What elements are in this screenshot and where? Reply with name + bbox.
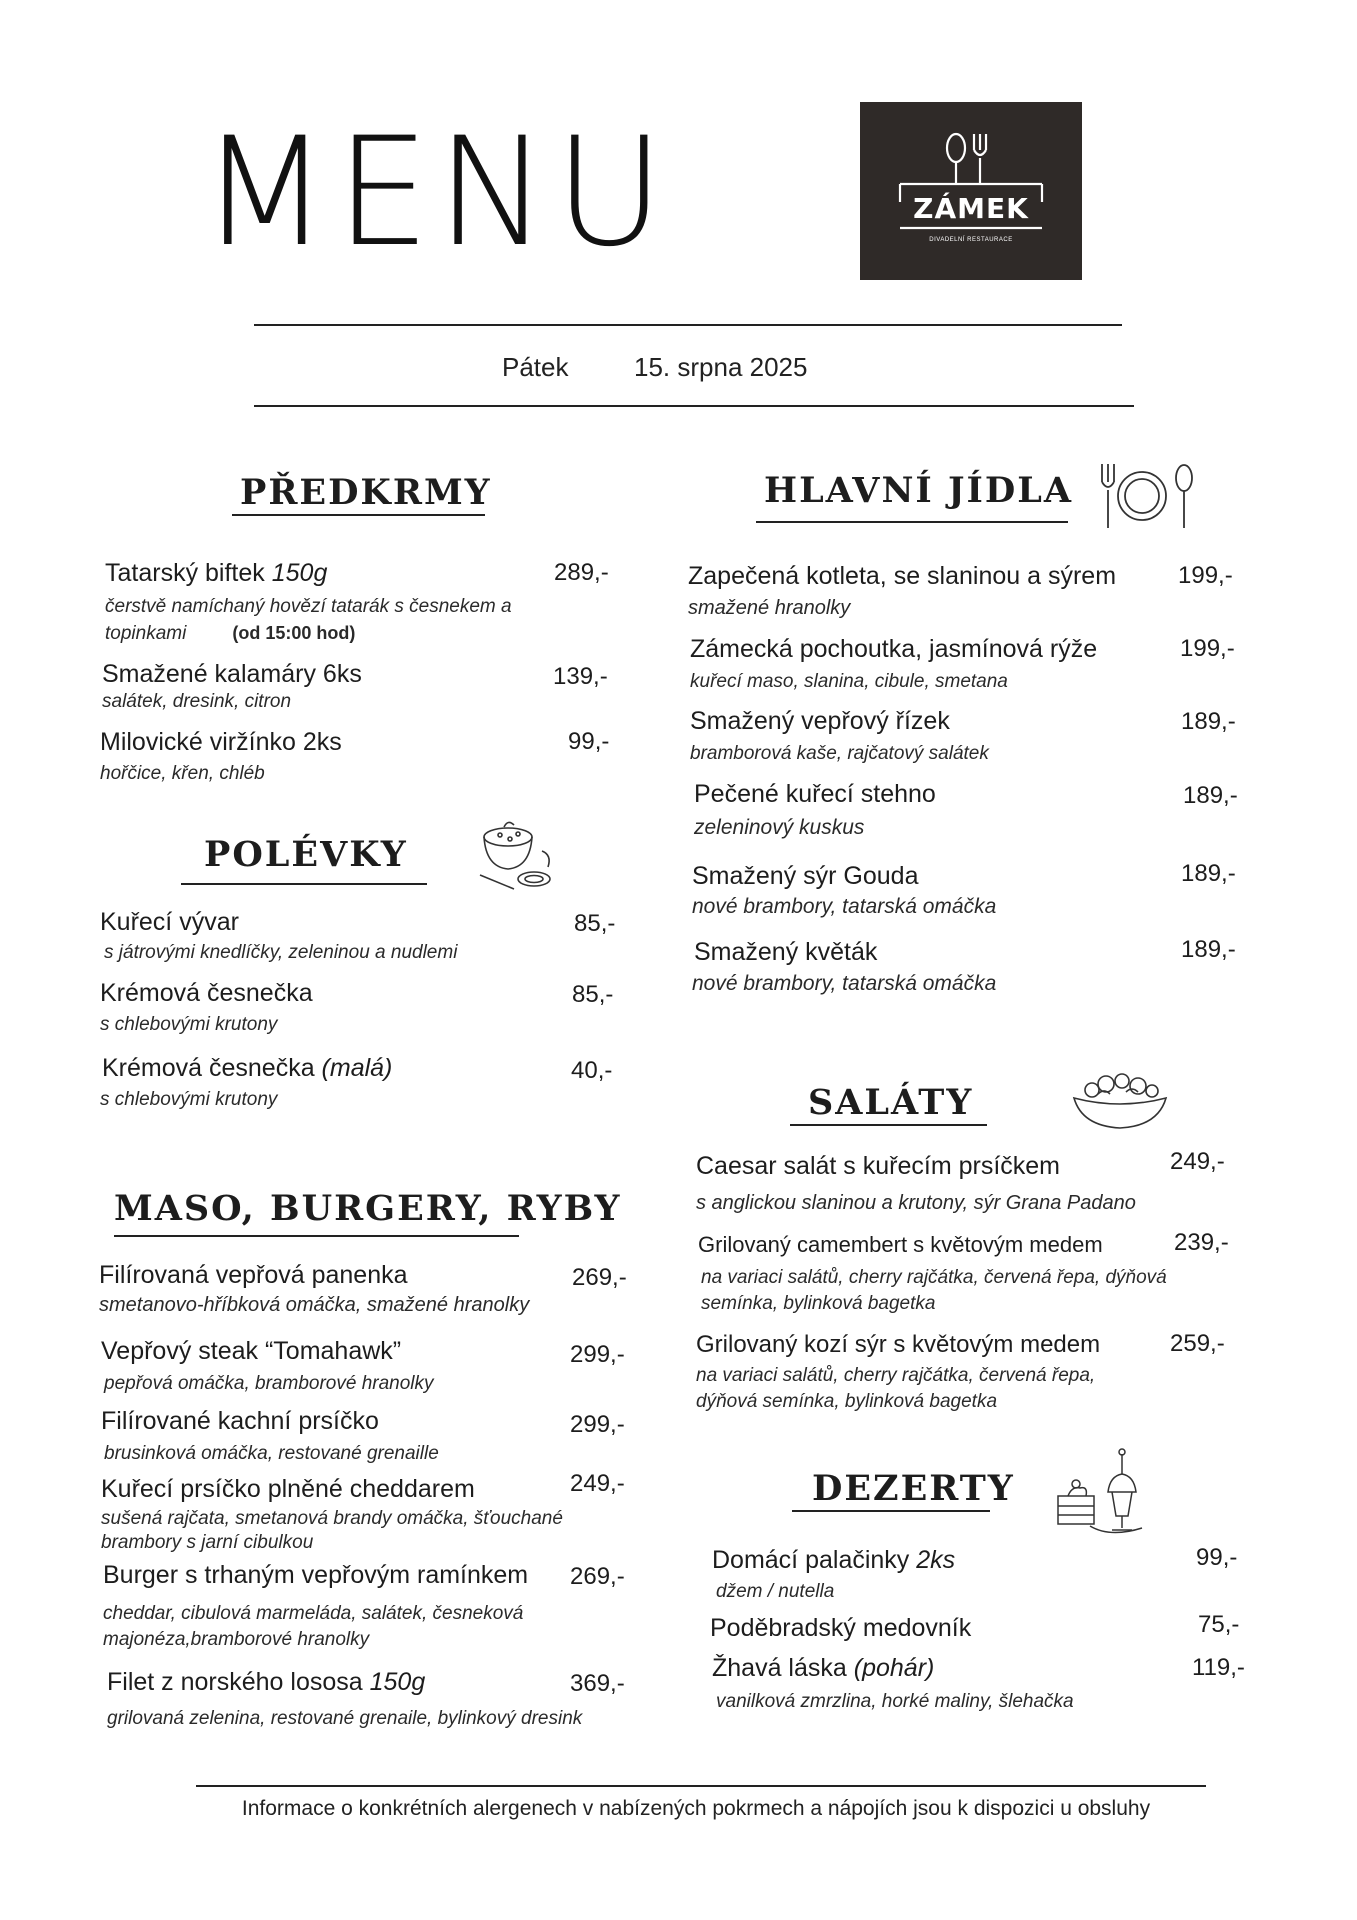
menu-item-name: Zámecká pochoutka, jasmínová rýže	[690, 635, 1098, 663]
salad-bowl-icon	[1068, 1068, 1172, 1134]
menu-item-price: 259,-	[1170, 1330, 1225, 1357]
menu-item-description: salátek, dresink, citron	[102, 691, 292, 712]
menu-item-price: 40,-	[571, 1057, 613, 1084]
menu-item-price: 249,-	[570, 1470, 625, 1497]
divider-top	[254, 324, 1122, 326]
menu-item-price: 99,-	[1196, 1544, 1238, 1571]
menu-item-name: Kuřecí prsíčko plněné cheddarem	[101, 1475, 475, 1503]
divider-date	[254, 405, 1134, 407]
menu-item-description: s chlebovými krutony	[100, 1089, 278, 1110]
menu-item-name: Vepřový steak “Tomahawk”	[101, 1337, 402, 1365]
logo-subtitle: DIVADELNÍ RESTAURACE	[929, 237, 1013, 243]
menu-item-description: smetanovo-hříbková omáčka, smažené hranolky	[99, 1294, 530, 1316]
soup-pot-icon	[470, 815, 560, 895]
menu-item-price: 369,-	[570, 1670, 625, 1697]
menu-item-description: pepřová omáčka, bramborové hranolky	[104, 1373, 434, 1394]
menu-item-price: 199,-	[1180, 635, 1235, 662]
logo-name: ZÁMEK	[913, 192, 1029, 225]
dessert-icon	[1050, 1446, 1150, 1542]
menu-item-price: 299,-	[570, 1341, 625, 1368]
menu-item-description: čerstvě namíchaný hovězí tatarák s česnekem a	[105, 596, 512, 617]
menu-item-description: semínka, bylinková bagetka	[701, 1293, 936, 1314]
menu-item-price: 119,-	[1192, 1654, 1245, 1681]
menu-item-price: 189,-	[1183, 782, 1238, 809]
menu-item-price: 99,-	[568, 728, 610, 755]
section-title-maso: MASO, BURGERY, RYBY	[114, 1188, 622, 1229]
section-underline	[114, 1235, 519, 1237]
menu-item-description: na variaci salátů, cherry rajčátka, červená řepa,	[696, 1365, 1096, 1386]
menu-item-price: 139,-	[553, 663, 608, 690]
cutlery-logo-icon	[860, 102, 1082, 280]
date-value: 15. srpna 2025	[634, 352, 808, 382]
date-day: Pátek	[502, 352, 569, 382]
menu-item-price: 75,-	[1198, 1611, 1240, 1638]
menu-item-name: Zapečená kotleta, se slaninou a sýrem	[688, 562, 1117, 590]
menu-item-description: s anglickou slaninou a krutony, sýr Grana Padano	[696, 1192, 1136, 1214]
section-title-salaty: SALÁTY	[808, 1082, 974, 1123]
menu-item-name: Filet z norského lososa 150g	[107, 1668, 426, 1696]
menu-item-price: 269,-	[570, 1563, 625, 1590]
section-title-polevky: POLÉVKY	[204, 834, 408, 875]
menu-item-description: hořčice, křen, chléb	[100, 763, 265, 784]
menu-item-description: nové brambory, tatarská omáčka	[692, 895, 997, 918]
menu-item-description: majonéza,bramborové hranolky	[103, 1629, 370, 1650]
menu-item-description: brusinková omáčka, restované grenaille	[104, 1443, 439, 1464]
menu-item-name: Grilovaný camembert s květovým medem	[698, 1232, 1103, 1257]
menu-item-price: 189,-	[1181, 860, 1236, 887]
allergen-note: Informace o konkrétních alergenech v nabízených pokrmech a nápojích jsou k dispozici u obsluhy	[241, 1797, 1151, 1820]
menu-item-name: Milovické viržínko 2ks	[100, 728, 342, 756]
section-underline	[232, 514, 485, 516]
menu-item-description: s chlebovými krutony	[100, 1014, 278, 1035]
section-underline	[792, 1510, 990, 1512]
section-title-hlavni: HLAVNÍ JÍDLA	[764, 470, 1074, 511]
menu-item-price: 189,-	[1181, 936, 1236, 963]
menu-item-description: topinkami (od 15:00 hod)	[105, 623, 356, 644]
section-title-dezerty: DEZERTY	[812, 1468, 1015, 1509]
menu-item-price: 199,-	[1178, 562, 1233, 589]
menu-item-name: Burger s trhaným vepřovým ramínkem	[103, 1561, 529, 1589]
section-underline	[756, 521, 1068, 523]
menu-title: MENU	[200, 106, 671, 280]
menu-item-description: s játrovými knedlíčky, zeleninou a nudlemi	[104, 942, 458, 963]
menu-item-name: Krémová česnečka	[100, 979, 313, 1007]
menu-item-description: cheddar, cibulová marmeláda, salátek, česneková	[103, 1603, 524, 1624]
menu-item-price: 85,-	[574, 910, 616, 937]
menu-item-description: grilovaná zelenina, restované grenaile, bylinkový dresink	[107, 1708, 583, 1729]
menu-item-name: Žhavá láska (pohár)	[712, 1654, 935, 1682]
menu-item-description: džem / nutella	[716, 1581, 835, 1602]
menu-item-name: Pečené kuřecí stehno	[694, 780, 936, 808]
menu-item-name: Filírované kachní prsíčko	[101, 1407, 379, 1435]
menu-item-name: Smažené kalamáry 6ks	[102, 660, 362, 688]
section-underline	[790, 1124, 987, 1126]
menu-item-description: nové brambory, tatarská omáčka	[692, 972, 997, 995]
menu-item-description: dýňová semínka, bylinková bagetka	[696, 1391, 998, 1412]
menu-item-description: sušená rajčata, smetanová brandy omáčka, šťouchané	[101, 1508, 563, 1529]
menu-item-description: kuřecí maso, slanina, cibule, smetana	[690, 671, 1008, 692]
section-underline	[181, 883, 427, 885]
menu-item-name: Smažený vepřový řízek	[690, 707, 950, 735]
menu-item-description: brambory s jarní cibulkou	[101, 1532, 314, 1553]
menu-item-name: Smažený sýr Gouda	[692, 862, 919, 890]
menu-item-price: 239,-	[1174, 1229, 1229, 1256]
menu-item-price: 299,-	[570, 1411, 625, 1438]
menu-item-price: 289,-	[554, 559, 609, 586]
section-title-predkrmy: PŘEDKRMY	[240, 472, 492, 513]
menu-item-name: Filírovaná vepřová panenka	[99, 1261, 408, 1289]
menu-item-price: 249,-	[1170, 1148, 1225, 1175]
menu-item-description: vanilková zmrzlina, horké maliny, šlehačka	[716, 1691, 1074, 1712]
menu-item-description: na variaci salátů, cherry rajčátka, červená řepa, dýňová	[701, 1267, 1167, 1288]
menu-item-description: smažené hranolky	[688, 597, 851, 619]
menu-item-name: Tatarský biftek 150g	[105, 559, 328, 587]
menu-item-name: Domácí palačinky 2ks	[712, 1546, 956, 1574]
menu-item-name: Poděbradský medovník	[710, 1614, 972, 1642]
menu-item-price: 189,-	[1181, 708, 1236, 735]
menu-item-description: bramborová kaše, rajčatový salátek	[690, 743, 989, 764]
menu-item-name: Krémová česnečka (malá)	[102, 1054, 393, 1082]
divider-footer	[196, 1785, 1206, 1787]
menu-item-name: Caesar salát s kuřecím prsíčkem	[696, 1152, 1060, 1180]
menu-item-description: zeleninový kuskus	[694, 816, 865, 839]
menu-item-name: Smažený květák	[694, 938, 878, 966]
menu-item-name: Grilovaný kozí sýr s květovým medem	[696, 1331, 1101, 1358]
menu-item-price: 85,-	[572, 981, 614, 1008]
plate-cutlery-icon	[1096, 460, 1196, 532]
menu-item-price: 269,-	[572, 1264, 627, 1291]
restaurant-logo	[860, 102, 1082, 280]
menu-item-name: Kuřecí vývar	[100, 908, 239, 936]
